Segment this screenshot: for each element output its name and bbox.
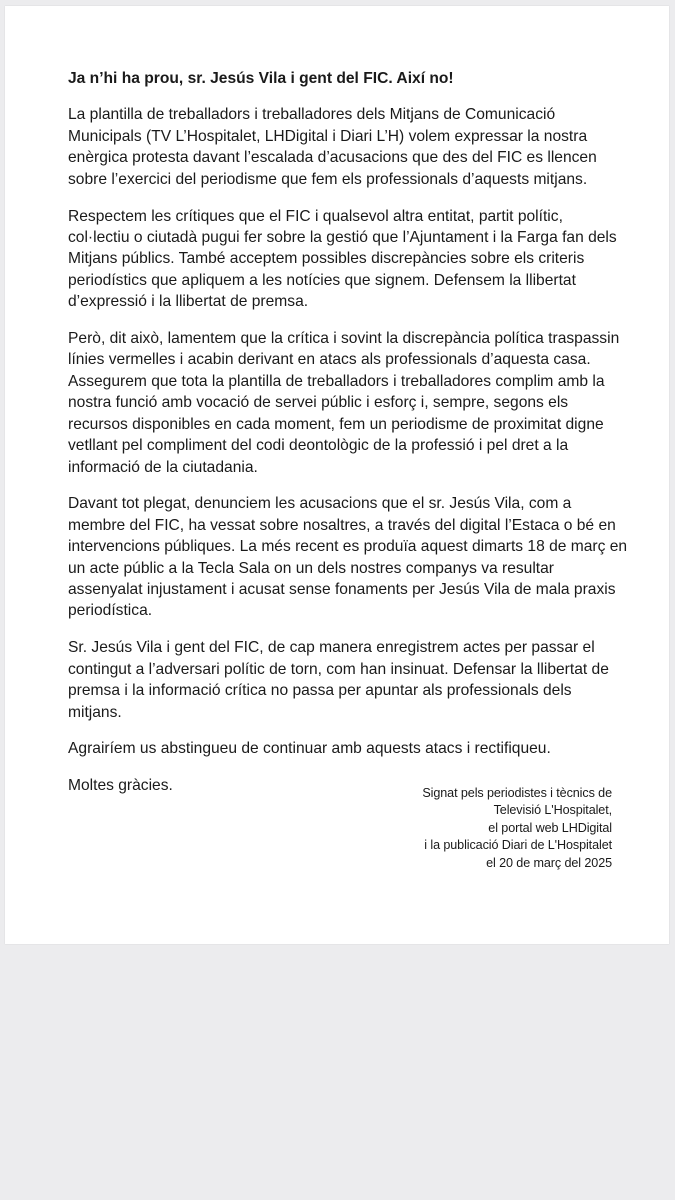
signature-line: Signat pels periodistes i tècnics de <box>422 786 612 800</box>
closing-line: Moltes gràcies. <box>68 777 173 795</box>
paragraph-5: Sr. Jesús Vila i gent del FIC, de cap manera enregistrem actes per passar el contingut a l’adversari polític de torn, com han insinuat. Defensar la llibertat de premsa i la informació crítica no passa per apuntar als professionals dels mitjans. <box>68 639 609 721</box>
signature-block <box>422 785 612 872</box>
letter-body <box>68 68 628 812</box>
signature-line: Televisió L'Hospitalet, <box>493 803 612 818</box>
paragraph-2: Respectem les crítiques que el FIC i qualsevol altra entitat, partit polític, col·lectiu o ciutadà pugui fer sobre la gestió que l’Ajuntament i la Farga fan dels Mitjans públics. També acceptem possibles discrepàncies sobre els criteris periodístics que apliquem a les notícies que signem. Defensem la llibertat d’expressió i la llibertat de premsa. <box>68 207 617 311</box>
paragraph-6: Agrairíem us abstingueu de continuar amb aquests atacs i rectifiqueu. <box>68 740 551 758</box>
signature-line: el portal web LHDigital <box>488 820 612 835</box>
paragraph-3: Però, dit això, lamentem que la crítica i sovint la discrepància política traspassin línies vermelles i acabin derivant en atacs als professionals d’aquesta casa. Assegurem que tota la plantilla de treballadors i treballadores complim amb la nostra funció amb vocació de servei públic i esforç i, sempre, segons els recursos disponibles en cada moment, fem un periodisme de proximitat digne vetllant pel compliment del codi deontològic de la professió i pel dret a la informació de la ciutadania. <box>68 330 620 476</box>
signature-line: i la publicació Diari de L'Hospitalet <box>424 838 612 853</box>
signature-date: el 20 de març del 2025 <box>486 855 612 870</box>
paragraph-1: La plantilla de treballadors i treballadores dels Mitjans de Comunicació Municipals (TV L’Hospitalet, LHDigital i Diari L’H) volem expressar la nostra enèrgica protesta davant l’escalada d’acusacions que des del FIC es llencen sobre l’exercici del periodisme que fem els professionals d’aquests mitjans. <box>68 106 597 188</box>
paragraph-4: Davant tot plegat, denunciem les acusacions que el sr. Jesús Vila, com a membre del FIC, ha vessat sobre nosaltres, a través del digital l’Estaca o bé en intervencions públiques. La més recent es produïa aquest dimarts 18 de març en un acte públic a la Tecla Sala on un dels nostres companys va resultar assenyalat injustament i acusat sense fonaments per Jesús Vila de mala praxis periodística. <box>68 495 628 620</box>
document-page <box>5 6 669 944</box>
letter-title: Ja n’hi ha prou, sr. Jesús Vila i gent del FIC. Així no! <box>68 70 454 87</box>
